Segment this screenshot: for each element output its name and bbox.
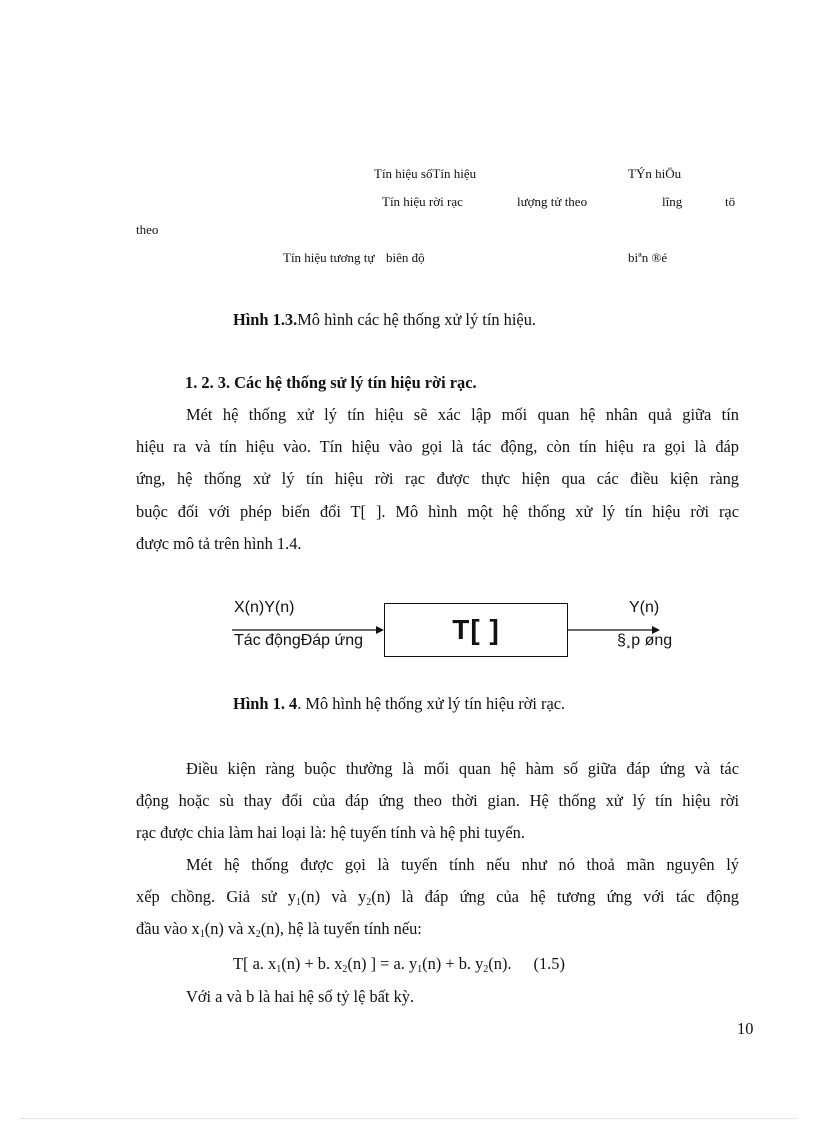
text-run: (n) và y: [300, 887, 367, 907]
paragraph-1-line: Mét hệ thống xử lý tín hiệu sẽ xác lập mối quan hệ nhân quả giữa tín: [186, 405, 739, 424]
fig13-label-discrete: Tín hiệu rời rạc: [382, 194, 463, 209]
paragraph-3-line: [136, 913, 739, 945]
figure-1-3-caption-text: Mô hình các hệ thống xử lý tín hiệu.: [297, 310, 536, 329]
fig13-label-garbled-tu: tö: [725, 194, 736, 209]
paragraph-2: [136, 753, 739, 850]
fig13-label-amplitude: biên độ: [386, 250, 425, 265]
text-run: xếp chồng. Giả sử y: [136, 887, 296, 907]
paragraph-1-line: hiệu ra và tín hiệu vào. Tín hiệu vào gọi là tác động, còn tín hiệu ra gọi là đáp: [136, 437, 739, 457]
text-run: (n) + b. y: [422, 954, 484, 973]
text-run: (n) và x: [204, 919, 256, 939]
fig13-label-garbled-amount: lîng: [662, 194, 683, 209]
figure-1-4-caption-text: . Mô hình hệ thống xử lý tín hiệu rời rạc.: [297, 694, 566, 713]
fig13-label-garbled-amplitude: biªn ®é: [628, 250, 668, 265]
input-arrow-head: [376, 626, 384, 634]
text-run: (n) ] = a. y: [347, 954, 418, 973]
subscript: 1: [417, 964, 423, 975]
paragraph-3-line: Mét hệ thống được gọi là tuyến tính nếu như nó thoả mãn nguyên lý: [186, 855, 739, 874]
figure-1-4-caption-bold: Hình 1. 4: [233, 694, 298, 713]
paragraph-4: Với a và b là hai hệ số tỷ lệ bất kỳ.: [186, 987, 415, 1006]
page-bottom-divider: [20, 1118, 796, 1119]
equation-1-5: [233, 954, 565, 974]
paragraph-1-line: được mô tả trên hình 1.4.: [136, 533, 302, 553]
text-run: (n).: [488, 954, 512, 973]
subscript: 2: [483, 964, 489, 975]
paragraph-3: [136, 849, 739, 946]
equation-number: (1.5): [533, 954, 565, 973]
page-number: 10: [737, 1019, 754, 1038]
fig13-label-digital: Tín hiệu sốTín hiệu: [374, 166, 477, 181]
input-label-top: X(n)Y(n): [234, 599, 295, 616]
paragraph-1-line: ứng, hệ thống xử lý tín hiệu rời rạc được thực hiện qua các điều kiện ràng: [136, 469, 739, 489]
subscript: 2: [342, 964, 348, 975]
paragraph-2-line: Điều kiện ràng buộc thường là mối quan hệ hàm số giữa đáp ứng và tác: [186, 759, 739, 778]
subscript: 2: [255, 929, 261, 941]
text-run: đầu vào x: [136, 919, 200, 939]
fig13-label-theo: theo: [136, 222, 159, 237]
fig13-label-quantized: lượng tử theo: [517, 194, 588, 209]
output-label-top: Y(n): [629, 599, 660, 616]
paragraph-2-line: động hoặc sù thay đổi của đáp ứng theo thời gian. Hệ thống xử lý tín hiệu rời: [136, 791, 739, 811]
text-run: (n), hệ là tuyến tính nếu:: [260, 919, 422, 939]
section-heading: 1. 2. 3. Các hệ thống sử lý tín hiệu rời rạc.: [185, 373, 477, 392]
fig13-label-garbled-signal: TÝn hiÖu: [628, 166, 682, 181]
figure-1-4-caption: [233, 694, 565, 714]
fig13-label-analog: Tín hiệu tương tự: [283, 250, 375, 265]
input-label-bottom: Tác độngĐáp ứng: [234, 632, 364, 649]
text-run: (n) + b. x: [281, 954, 343, 973]
figure-1-3-caption: [233, 310, 536, 330]
output-label-bottom: §¸p øng: [617, 632, 673, 649]
transform-box: [384, 603, 568, 657]
paragraph-1-line: buộc đối với phép biến đổi T[ ]. Mô hình một hệ thống xử lý tín hiệu rời rạc: [136, 501, 739, 521]
paragraph-3-line: [136, 881, 739, 913]
text-run: (n) là đáp ứng của hệ tương ứng với tác động: [371, 887, 739, 907]
paragraph-1: [136, 399, 739, 560]
subscript: 1: [199, 929, 205, 941]
subscript: 1: [295, 897, 301, 909]
paragraph-2-line: rạc được chia làm hai loại là: hệ tuyến tính và hệ phi tuyến.: [136, 823, 525, 843]
subscript: 1: [276, 964, 282, 975]
transform-box-label: T[ ]: [452, 614, 500, 645]
figure-1-3-caption-bold: Hình 1.3.: [233, 310, 298, 329]
text-run: T[ a. x: [233, 954, 277, 973]
subscript: 2: [366, 897, 372, 909]
